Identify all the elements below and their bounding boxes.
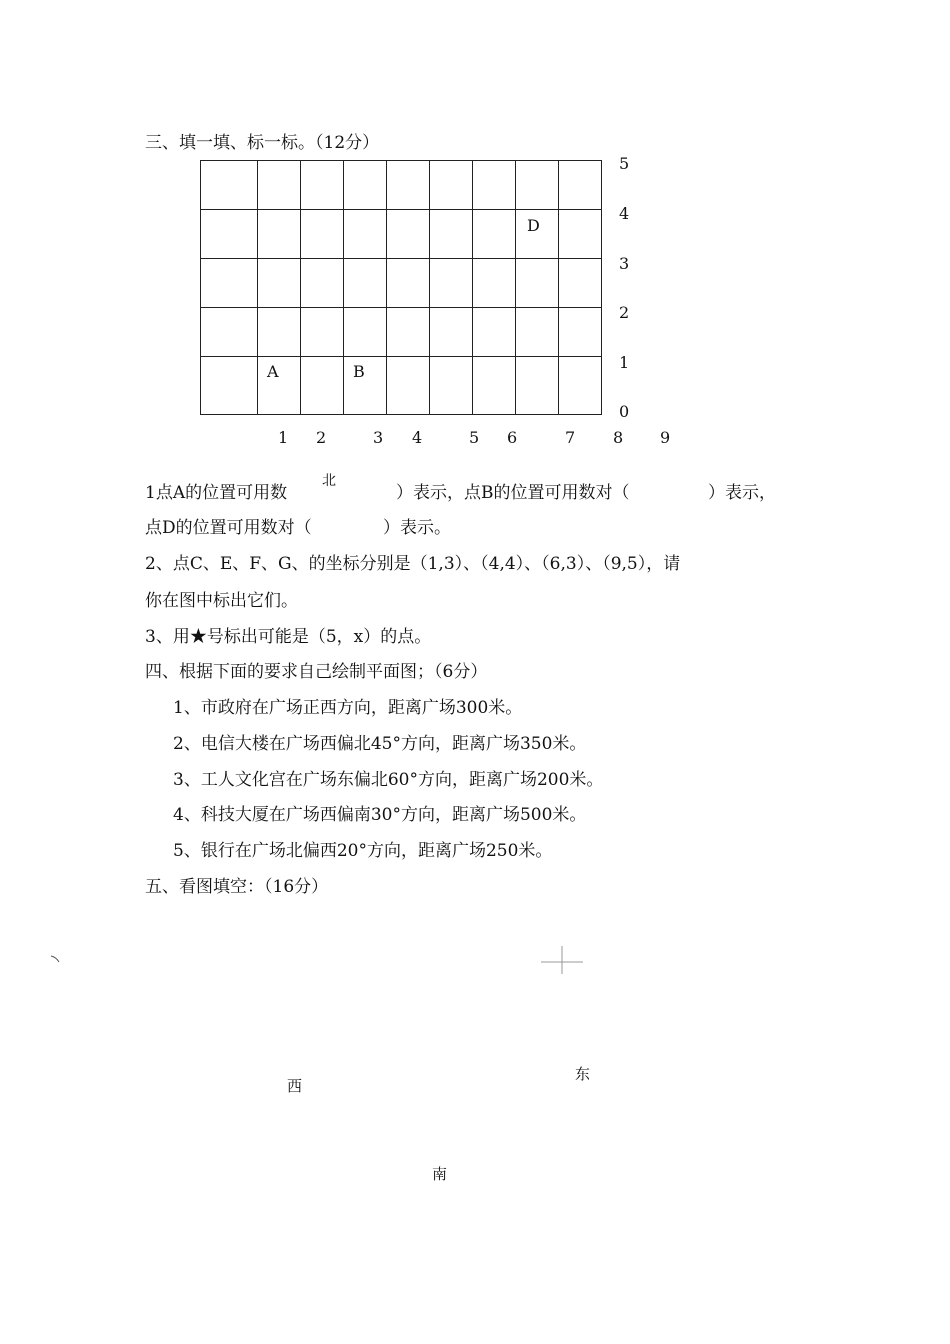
x-axis-label: 6 [507, 428, 518, 447]
north-small-label: 北 [322, 473, 336, 489]
section4-item: 3、工人文化宫在广场东偏北60°方向，距离广场200米。 [173, 770, 604, 790]
q1-line1-part2: ）表示，点B的位置可用数对（ [396, 483, 630, 503]
section4-item: 1、市政府在广场正西方向，距离广场300米。 [173, 698, 523, 718]
y-axis-label: 2 [619, 303, 630, 322]
y-axis-label: 5 [619, 154, 630, 173]
crosshair-mark [538, 944, 586, 976]
point-b-label: B [353, 362, 365, 381]
direction-east-label: 东 [575, 1065, 591, 1083]
q2-line1: 2、点C、E、F、G、的坐标分别是（1,3）、（4,4）、（6,3）、（9,5），请 [145, 554, 681, 574]
section4-item: 5、银行在广场北偏西20°方向，距离广场250米。 [173, 841, 553, 861]
coordinate-grid [200, 160, 602, 415]
q2-line2: 你在图中标出它们。 [145, 591, 298, 611]
direction-south-label: 南 [432, 1165, 448, 1183]
q1-line2-part2: ）表示。 [383, 518, 451, 538]
point-d-label: D [527, 216, 540, 235]
q3: 3、用★号标出可能是（5，x）的点。 [145, 627, 432, 647]
x-axis-label: 3 [373, 428, 384, 447]
point-a-label: A [267, 362, 279, 381]
x-axis-label: 4 [412, 428, 423, 447]
x-axis-label: 2 [316, 428, 327, 447]
direction-west-label: 西 [287, 1077, 303, 1095]
x-axis-label: 8 [613, 428, 624, 447]
q1-line1-part1: 1点A的位置可用数 [145, 483, 288, 503]
x-axis-label: 9 [660, 428, 671, 447]
section5-heading: 五、看图填空：（16分） [145, 877, 329, 897]
y-axis-label: 1 [619, 353, 630, 372]
x-axis-label: 7 [565, 428, 576, 447]
y-axis-label: 0 [619, 402, 630, 421]
q1-line1-part3: ）表示， [708, 483, 776, 503]
q1-line2-part1: 点D的位置可用数对（ [145, 518, 312, 538]
section4-heading: 四、根据下面的要求自己绘制平面图；（6分） [145, 662, 488, 682]
corner-mark [50, 955, 62, 965]
section4-item: 4、科技大厦在广场西偏南30°方向，距离广场500米。 [173, 805, 587, 825]
x-axis-label: 1 [278, 428, 289, 447]
section3-heading: 三、填一填、标一标。（12分） [145, 133, 380, 153]
x-axis-label: 5 [469, 428, 480, 447]
y-axis-label: 3 [619, 254, 630, 273]
y-axis-label: 4 [619, 204, 630, 223]
section4-item: 2、电信大楼在广场西偏北45°方向，距离广场350米。 [173, 734, 587, 754]
